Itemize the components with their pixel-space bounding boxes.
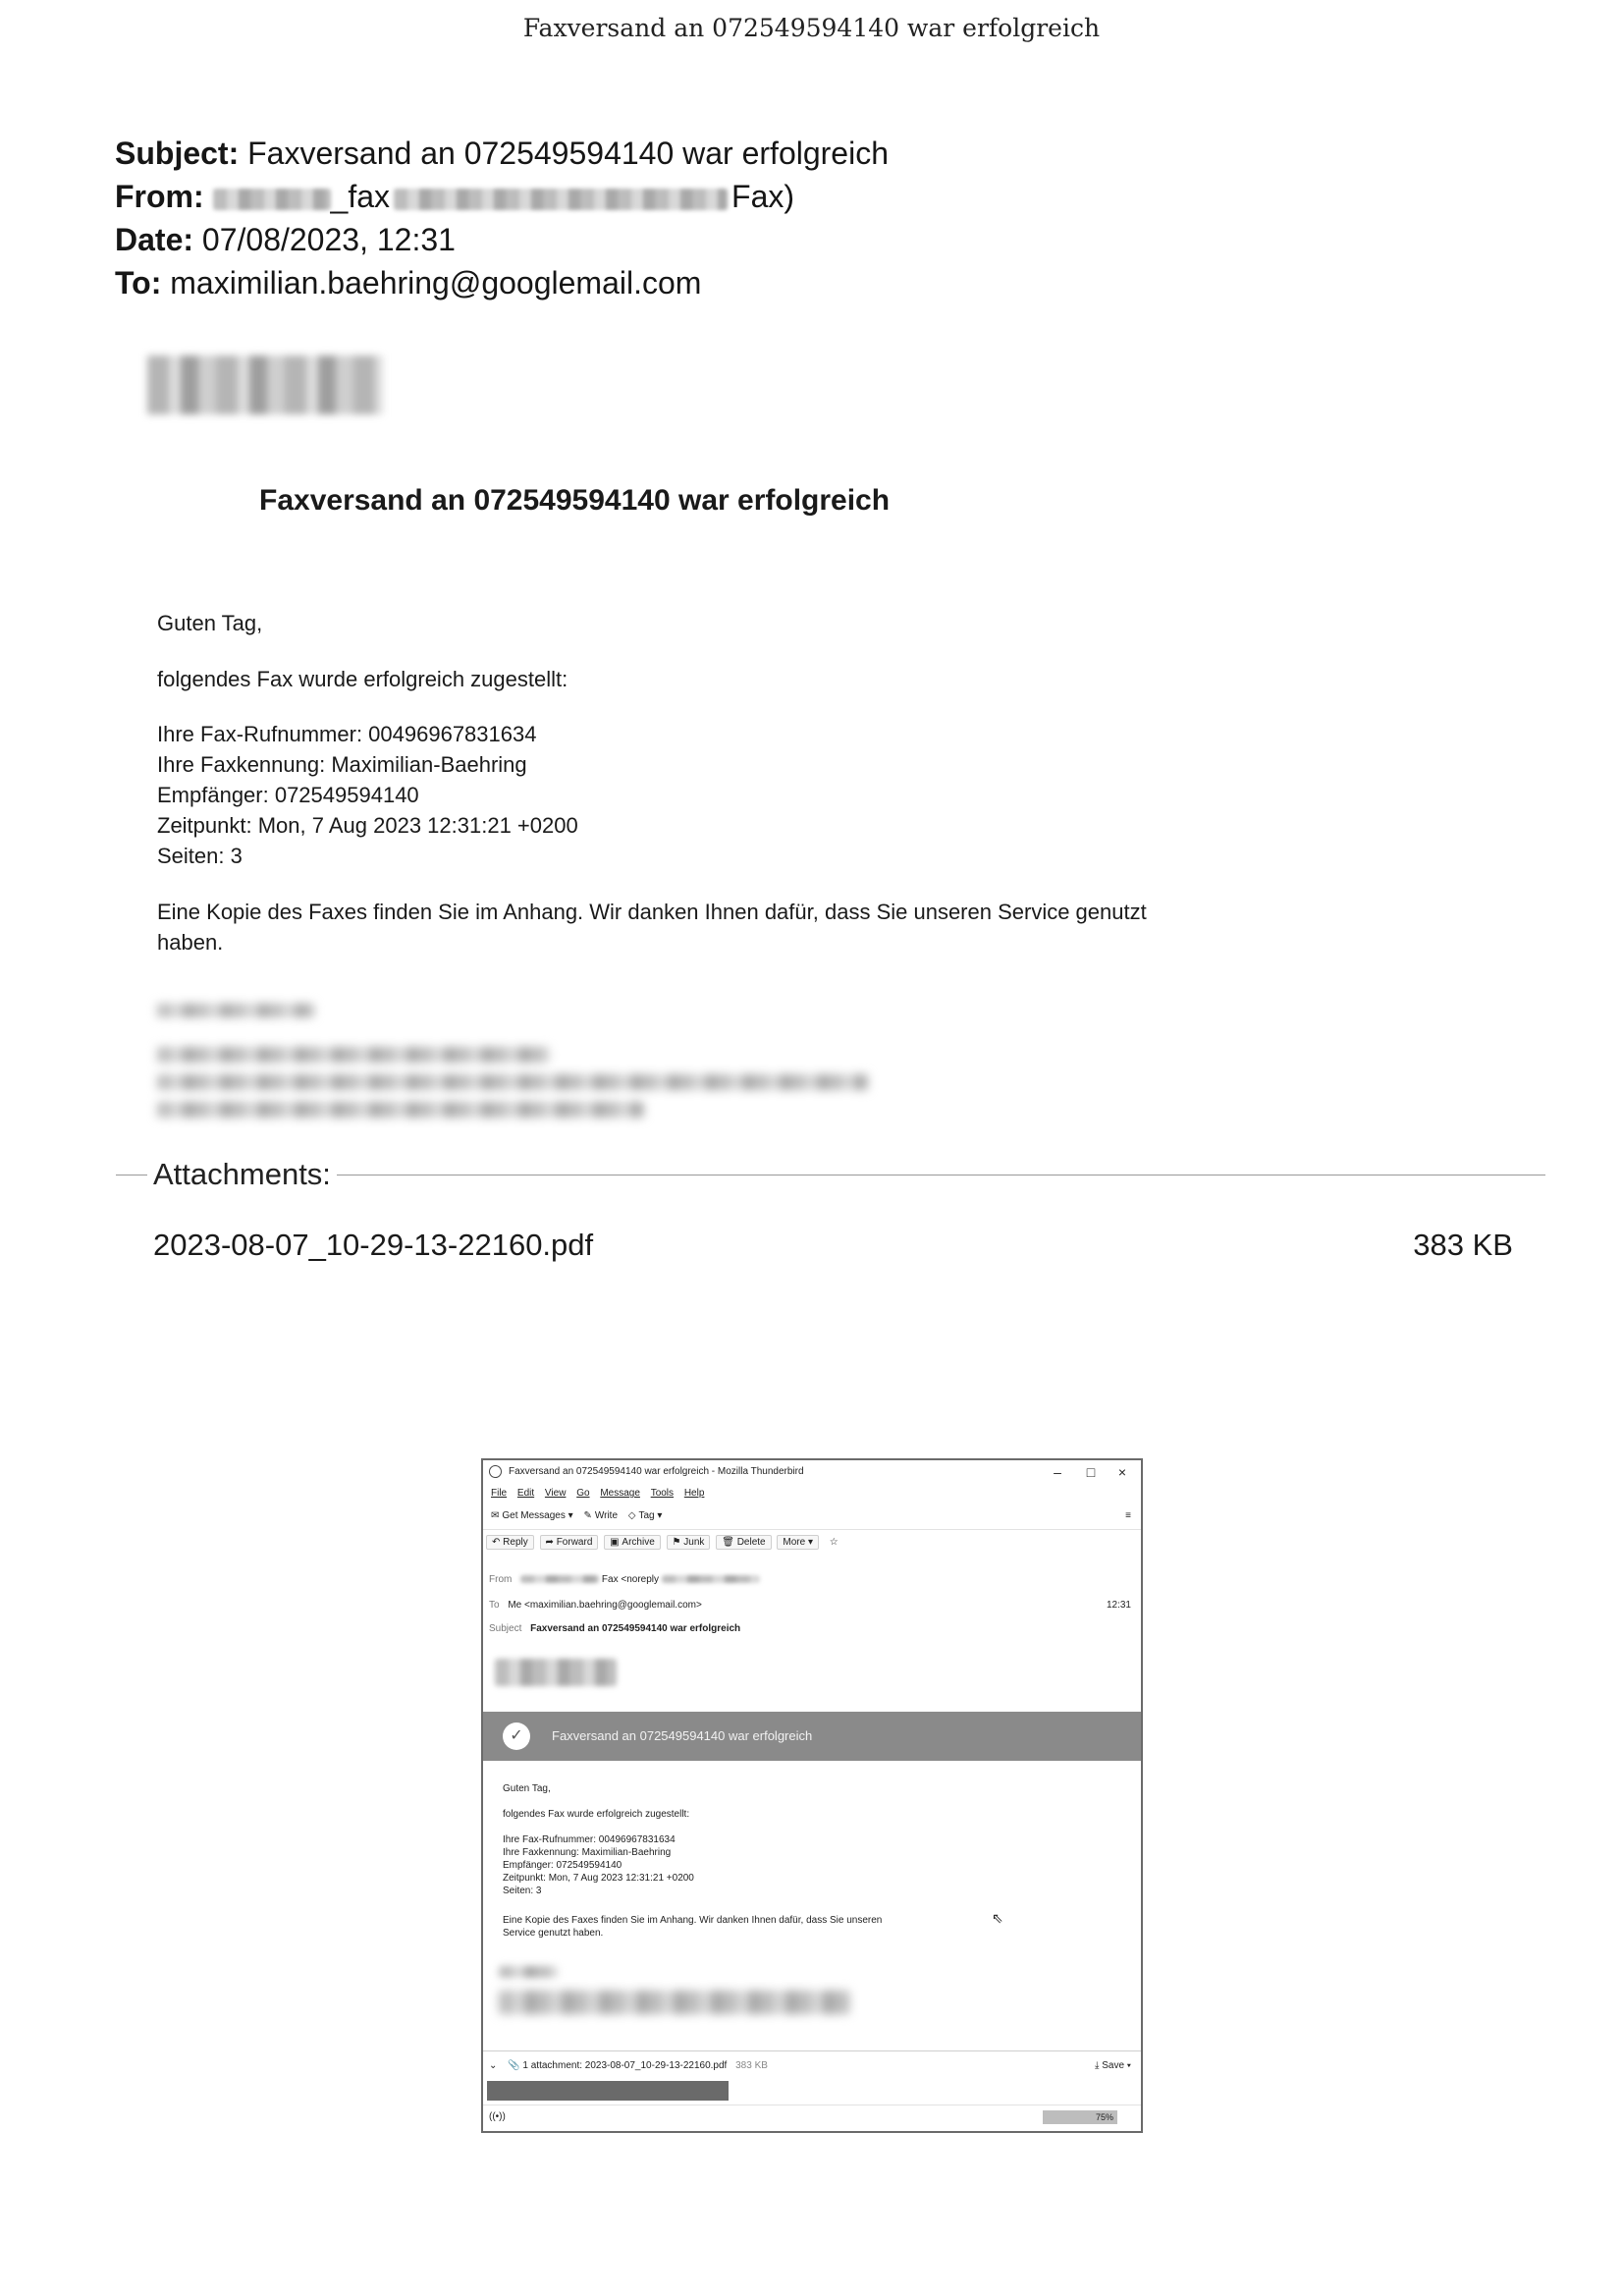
page-header: Faxversand an 072549594140 war erfolgreich (522, 14, 1101, 42)
tb-message-actions (483, 1535, 1141, 1555)
attachment-file-name[interactable]: 2023-08-07_10-29-13-22160.pdf (153, 1228, 594, 1262)
redacted-sender-name (213, 189, 331, 210)
redacted-logo (147, 355, 383, 414)
tb-detail-fax-id: Ihre Faxkennung: Maximilian-Baehring (503, 1847, 672, 1858)
tb-toolbar (483, 1503, 1141, 1530)
closing-line-1: Eine Kopie des Faxes finden Sie im Anhang. Wir danken Ihnen dafür, dass Sie unseren Service genutzt (157, 900, 1147, 924)
tb-subject-row (489, 1623, 740, 1634)
date-label: Date: (115, 222, 194, 257)
tb-subject-label: Subject (489, 1623, 522, 1634)
tb-details (503, 1833, 694, 1897)
hamburger-menu-icon[interactable]: ≡ (1125, 1510, 1131, 1521)
redacted-logo (495, 1659, 617, 1686)
redacted-signature-name (157, 1004, 314, 1017)
detail-recipient: Empfänger: 072549594140 (157, 783, 419, 807)
tb-closing-line-1: Eine Kopie des Faxes finden Sie im Anhang. Wir danken Ihnen dafür, dass Sie unseren (503, 1915, 883, 1926)
thunderbird-screenshot (481, 1458, 1143, 2133)
tb-time: 12:31 (1106, 1600, 1131, 1611)
menu-help[interactable]: Help (683, 1488, 705, 1499)
tb-closing-line-2: Service genutzt haben. (503, 1928, 604, 1939)
from-value-part: _fax (330, 179, 391, 214)
menu-tools[interactable]: Tools (650, 1488, 675, 1499)
to-value: maximilian.baehring@googlemail.com (170, 265, 702, 301)
closing-text (157, 897, 1147, 957)
tb-to-row (489, 1600, 1131, 1611)
save-button[interactable]: ⤓ Save ▾ (1095, 2060, 1131, 2071)
tb-detail-pages: Seiten: 3 (503, 1886, 542, 1896)
detail-fax-id: Ihre Faxkennung: Maximilian-Baehring (157, 752, 527, 777)
date-value: 07/08/2023, 12:31 (201, 222, 456, 257)
attachments-label: Attachments: (147, 1157, 337, 1192)
tb-status-bar (483, 2105, 1141, 2129)
subject-line (115, 136, 889, 172)
to-line (115, 265, 701, 301)
write-button[interactable]: ✎ Write (583, 1510, 619, 1521)
tag-button[interactable]: ◇ Tag ▾ (627, 1510, 663, 1521)
tb-from-label: From (489, 1574, 513, 1585)
tb-window-title: Faxversand an 072549594140 war erfolgreich - Mozilla Thunderbird (509, 1466, 804, 1477)
tb-attachment-size: 383 KB (735, 2060, 768, 2071)
tb-title-bar (483, 1460, 1141, 1484)
from-value-suffix: Fax) (731, 179, 795, 214)
tag-icon: ◇ (627, 1510, 636, 1521)
detail-fax-number: Ihre Fax-Rufnummer: 00496967831634 (157, 722, 537, 746)
tb-zoom-indicator: 75% (1043, 2110, 1117, 2124)
from-label: From: (115, 179, 204, 214)
subject-label: Subject: (115, 136, 240, 171)
redacted-signature-line-2 (157, 1074, 868, 1090)
tb-success-banner (483, 1712, 1141, 1761)
from-line (115, 179, 794, 215)
tb-from-value[interactable]: Fax <noreply (601, 1574, 659, 1585)
date-line (115, 222, 456, 258)
forward-button[interactable]: ➦ Forward (540, 1535, 599, 1550)
to-label: To: (115, 265, 162, 301)
tb-detail-timestamp: Zeitpunkt: Mon, 7 Aug 2023 12:31:21 +0200 (503, 1873, 694, 1884)
tb-closing (503, 1914, 882, 1940)
subject-value: Faxversand an 072549594140 war erfolgreich (247, 136, 889, 171)
tb-attachment-bar[interactable] (483, 2050, 1141, 2081)
tb-intro: folgendes Fax wurde erfolgreich zugestellt: (503, 1809, 690, 1820)
tb-greeting: Guten Tag, (503, 1783, 551, 1794)
attachment-file-size: 383 KB (1413, 1228, 1513, 1262)
greeting: Guten Tag, (157, 611, 263, 635)
thunderbird-logo-icon (489, 1465, 502, 1478)
reply-button[interactable]: ↶ Reply (486, 1535, 534, 1550)
tb-banner-text: Faxversand an 072549594140 war erfolgreich (552, 1728, 813, 1743)
tb-from-row (489, 1574, 760, 1585)
mail-title: Faxversand an 072549594140 war erfolgreich (259, 484, 891, 517)
fax-details (157, 719, 578, 871)
redacted-signature-block (499, 1991, 850, 2014)
menu-view[interactable]: View (544, 1488, 567, 1499)
download-icon: ⤓ (1095, 2060, 1100, 2071)
star-icon[interactable]: ☆ (829, 1537, 839, 1548)
minimize-icon[interactable]: – (1054, 1464, 1061, 1480)
get-messages-button[interactable]: ✉ Get Messages ▾ (491, 1510, 573, 1521)
redacted-sender-address (394, 189, 728, 210)
menu-go[interactable]: Go (576, 1488, 590, 1499)
redacted-signature-name (499, 1966, 558, 1978)
tb-to-label: To (489, 1600, 500, 1611)
maximize-icon[interactable]: □ (1086, 1464, 1096, 1480)
check-icon: ✓ (503, 1722, 530, 1750)
delete-button[interactable]: 🗑 Delete (716, 1535, 771, 1550)
detail-pages: Seiten: 3 (157, 844, 243, 868)
tb-subject-value: Faxversand an 072549594140 war erfolgreich (530, 1623, 741, 1634)
redacted-sender-name (520, 1575, 599, 1583)
menu-message[interactable]: Message (600, 1488, 640, 1499)
more-button[interactable]: More ▾ (777, 1535, 819, 1550)
closing-line-2: haben. (157, 930, 224, 955)
mouse-cursor-icon: ⇖ (992, 1910, 1003, 1926)
redacted-sender-address (662, 1575, 760, 1583)
tb-to-value[interactable]: Me <maximilian.baehring@googlemail.com> (508, 1600, 702, 1611)
envelope-icon: ✉ (491, 1510, 500, 1521)
paperclip-icon: 📎 (508, 2060, 520, 2071)
intro-text: folgendes Fax wurde erfolgreich zugestellt: (157, 667, 568, 691)
menu-edit[interactable]: Edit (516, 1488, 535, 1499)
chevron-down-icon[interactable]: ⌄ (489, 2060, 498, 2071)
tb-detail-recipient: Empfänger: 072549594140 (503, 1860, 622, 1871)
menu-file[interactable]: File (491, 1488, 508, 1499)
tb-menu-bar (483, 1484, 1141, 1503)
tb-attachment-label: 1 attachment: 2023-08-07_10-29-13-22160.pdf (522, 2060, 728, 2071)
junk-button[interactable]: ⚑ Junk (667, 1535, 711, 1550)
redacted-signature-line-1 (157, 1047, 550, 1063)
pencil-icon: ✎ (583, 1510, 592, 1521)
activity-icon: ((•)) (489, 2111, 506, 2122)
tb-attachment-item[interactable] (487, 2081, 729, 2101)
redacted-signature-line-3 (157, 1102, 644, 1118)
archive-button[interactable]: ▣ Archive (604, 1535, 661, 1550)
detail-timestamp: Zeitpunkt: Mon, 7 Aug 2023 12:31:21 +0200 (157, 813, 578, 838)
close-icon[interactable]: × (1117, 1464, 1127, 1480)
tb-detail-fax-number: Ihre Fax-Rufnummer: 00496967831634 (503, 1834, 676, 1845)
